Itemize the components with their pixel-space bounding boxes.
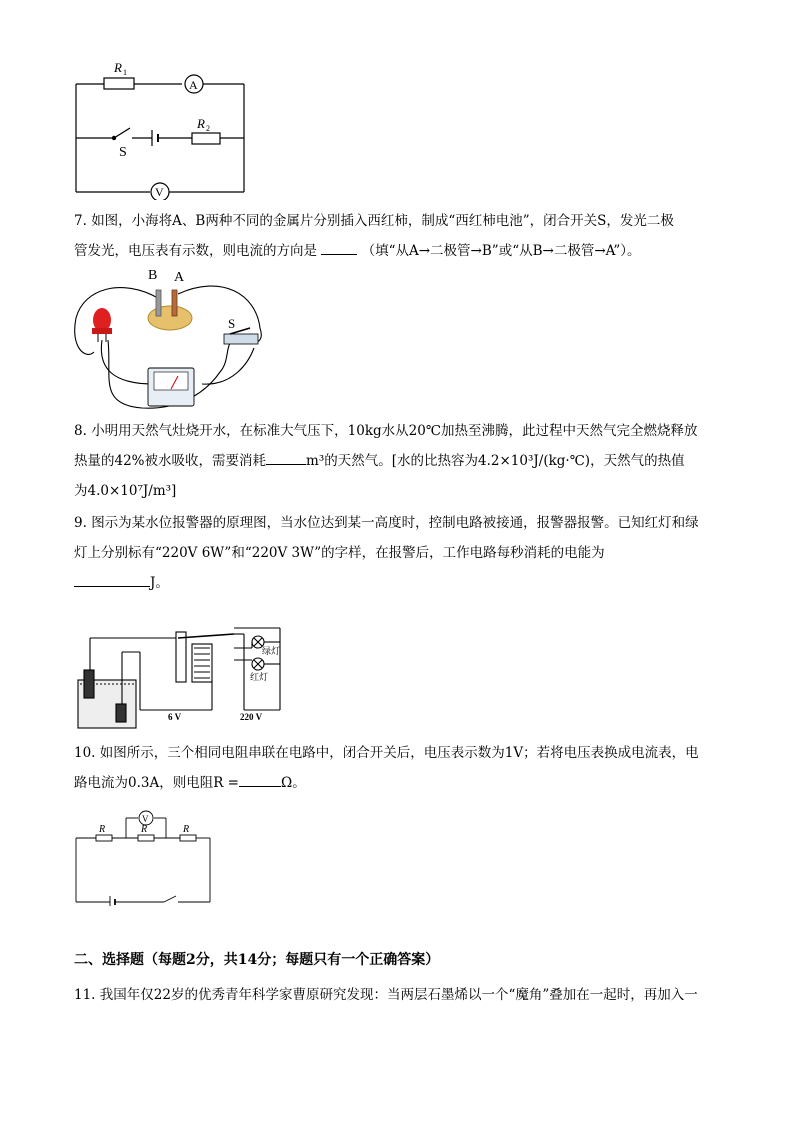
- question-7: [74, 206, 724, 266]
- q6-circuit-figure: [70, 58, 250, 200]
- r1-resistor: [104, 78, 134, 89]
- question-11: [74, 980, 724, 1010]
- q7-tomato-battery-figure: [72, 268, 272, 414]
- q9-line1: 9. 图示为某水位报警器的原理图，当水位达到某一高度时，控制电路被接通，报警器报警。已知红灯和绿: [74, 515, 699, 531]
- resistor-3: [180, 835, 196, 841]
- q8-line2: 热量的42%被水吸收，需要消耗 m³的天然气。[水的比热容为4.2×10³J/(kg·℃)，天然气的热值: [74, 446, 724, 476]
- q9-water-alarm-figure: [74, 620, 288, 732]
- q9-line3: J。: [74, 568, 724, 598]
- q7-line2: 管发光，电压表有示数，则电流的方向是 （填“从A→二极管→B”或“从B→二极管→A”）。: [74, 236, 724, 266]
- r-label-3: R: [183, 824, 190, 835]
- r2-label: R: [197, 116, 205, 131]
- switch-q10: [164, 896, 176, 902]
- switch-icon: [224, 334, 258, 344]
- electrode-left: [84, 670, 94, 698]
- voltmeter-label-q10: V: [142, 814, 149, 824]
- switch-s: [114, 128, 130, 138]
- r2-subscript: 2: [206, 124, 210, 133]
- q10-series-circuit-figure: [72, 808, 218, 906]
- electrode-right: [116, 704, 126, 722]
- r2-resistor: [192, 133, 220, 144]
- voltmeter-label: V: [155, 185, 164, 199]
- question-10: [74, 738, 724, 798]
- green-lamp-label: 绿灯: [262, 646, 281, 656]
- ammeter-label: A: [189, 78, 198, 92]
- q10-line1: 10. 如图所示，三个相同电阻串联在电路中，闭合开关后，电压表示数为1V；若将电压表换成电流表，电: [74, 745, 699, 761]
- q8-line3: 为4.0×10⁷J/m³]: [74, 483, 177, 499]
- q7-answer-blank[interactable]: [321, 240, 357, 255]
- work-voltage-label: 220 V: [240, 712, 263, 722]
- metal-plate-b: [156, 290, 161, 316]
- question-8: [74, 416, 724, 506]
- relay-frame: [176, 632, 186, 682]
- r1-subscript: 1: [123, 68, 127, 77]
- resistor-1: [96, 835, 112, 841]
- q10-line2: 路电流为0.3A，则电阻R = Ω。: [74, 768, 724, 798]
- label-s: S: [228, 316, 236, 331]
- r1-label: R: [114, 60, 122, 75]
- red-lamp-label: 红灯: [250, 672, 269, 682]
- q7-line1: 7. 如图，小海将A、B两种不同的金属片分别插入西红柿，制成“西红柿电池”，闭合开关S，发光二极: [74, 213, 674, 229]
- metal-plate-a: [172, 290, 177, 316]
- control-voltage-label: 6 V: [168, 712, 182, 722]
- electromagnet-coil: [192, 644, 212, 682]
- r-label-2: R: [141, 824, 148, 835]
- q11-line1: 11. 我国年仅22岁的优秀青年科学家曹原研究发现：当两层石墨烯以一个“魔角”叠加在一起时，再加入一: [74, 987, 698, 1003]
- r-label-1: R: [99, 824, 106, 835]
- section-2-heading: 二、选择题（每题2分，共14分；每题只有一个正确答案）: [74, 952, 440, 968]
- q8-answer-blank[interactable]: [266, 450, 306, 465]
- q10-answer-blank[interactable]: [239, 772, 281, 787]
- q9-line2: 灯上分别标有“220V 6W”和“220V 3W”的字样，在报警后，工作电路每秒消耗的电能为: [74, 545, 605, 561]
- label-a: A: [174, 270, 185, 285]
- label-b: B: [148, 268, 158, 283]
- switch-label: S: [119, 145, 127, 160]
- q8-line1: 8. 小明用天然气灶烧开水，在标准大气压下，10kg水从20℃加热至沸腾，此过程中天然气完全燃烧释放: [74, 423, 698, 439]
- resistor-2: [138, 835, 154, 841]
- question-9: [74, 508, 724, 598]
- tomato-icon: [148, 306, 192, 330]
- q9-answer-blank[interactable]: [74, 572, 150, 587]
